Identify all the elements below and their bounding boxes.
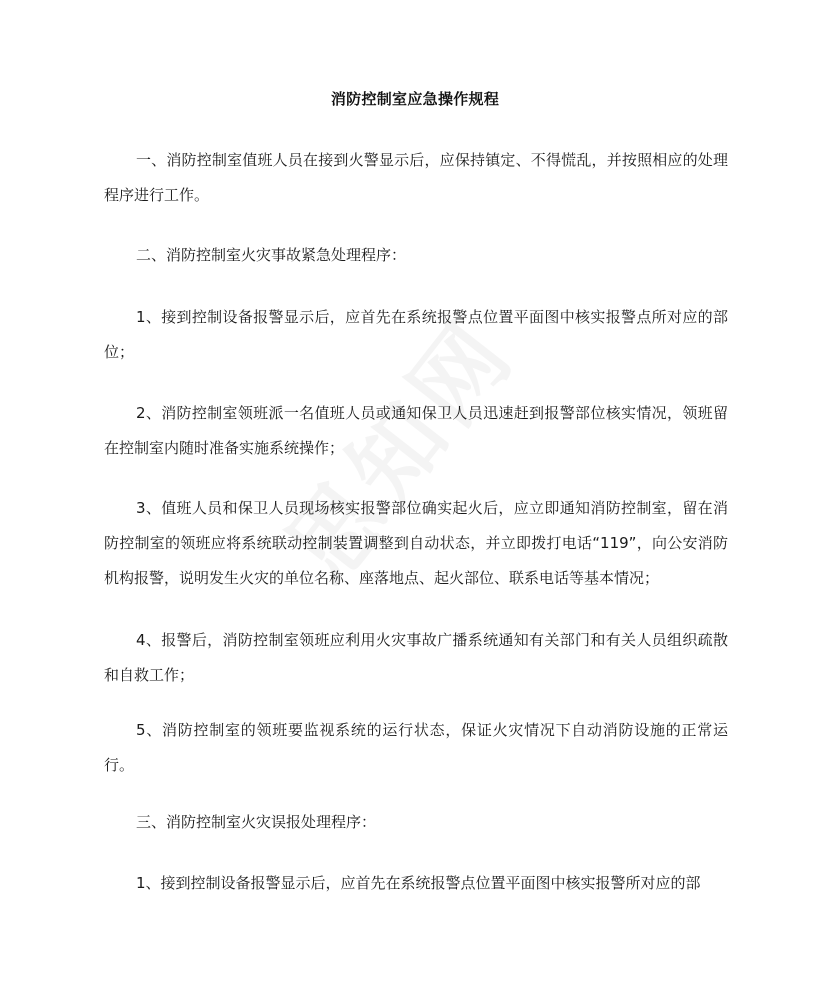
paragraph-item-5: 5、消防控制室的领班要监视系统的运行状态，保证火灾情况下自动消防设施的正常运行。 <box>104 721 728 774</box>
paragraph-item-1: 1、接到控制设备报警显示后，应首先在系统报警点位置平面图中核实报警点所对应的部位； <box>104 308 728 361</box>
paragraph-item-3: 3、值班人员和保卫人员现场核实报警部位确实起火后，应立即通知消防控制室，留在消防控制室的领班应将系统联动控制装置调整到自动状态，并立即拨打电话“119”，向公安消防机构报警，说明发生火灾的单位名称、座落地点、起火部位、联系电话等基本情况； <box>104 499 728 587</box>
paragraph-item-4: 4、报警后，消防控制室领班应利用火灾事故广播系统通知有关部门和有关人员组织疏散和自救工作； <box>104 631 728 684</box>
paragraph-section-2-heading: 二、消防控制室火灾事故紧急处理程序： <box>136 246 407 264</box>
paragraph-section-3-item-1: 1、接到控制设备报警显示后，应首先在系统报警点位置平面图中核实报警所对应的部 <box>136 874 701 892</box>
document-title: 消防控制室应急操作规程 <box>330 90 500 108</box>
paragraph-section-3-heading: 三、消防控制室火灾误报处理程序： <box>136 813 377 831</box>
paragraph-section-1: 一、消防控制室值班人员在接到火警显示后，应保持镇定、不得慌乱，并按照相应的处理程序进行工作。 <box>104 151 728 204</box>
paragraph-item-2: 2、消防控制室领班派一名值班人员或通知保卫人员迅速赶到报警部位核实情况，领班留在控制室内随时准备实施系统操作； <box>104 404 728 457</box>
